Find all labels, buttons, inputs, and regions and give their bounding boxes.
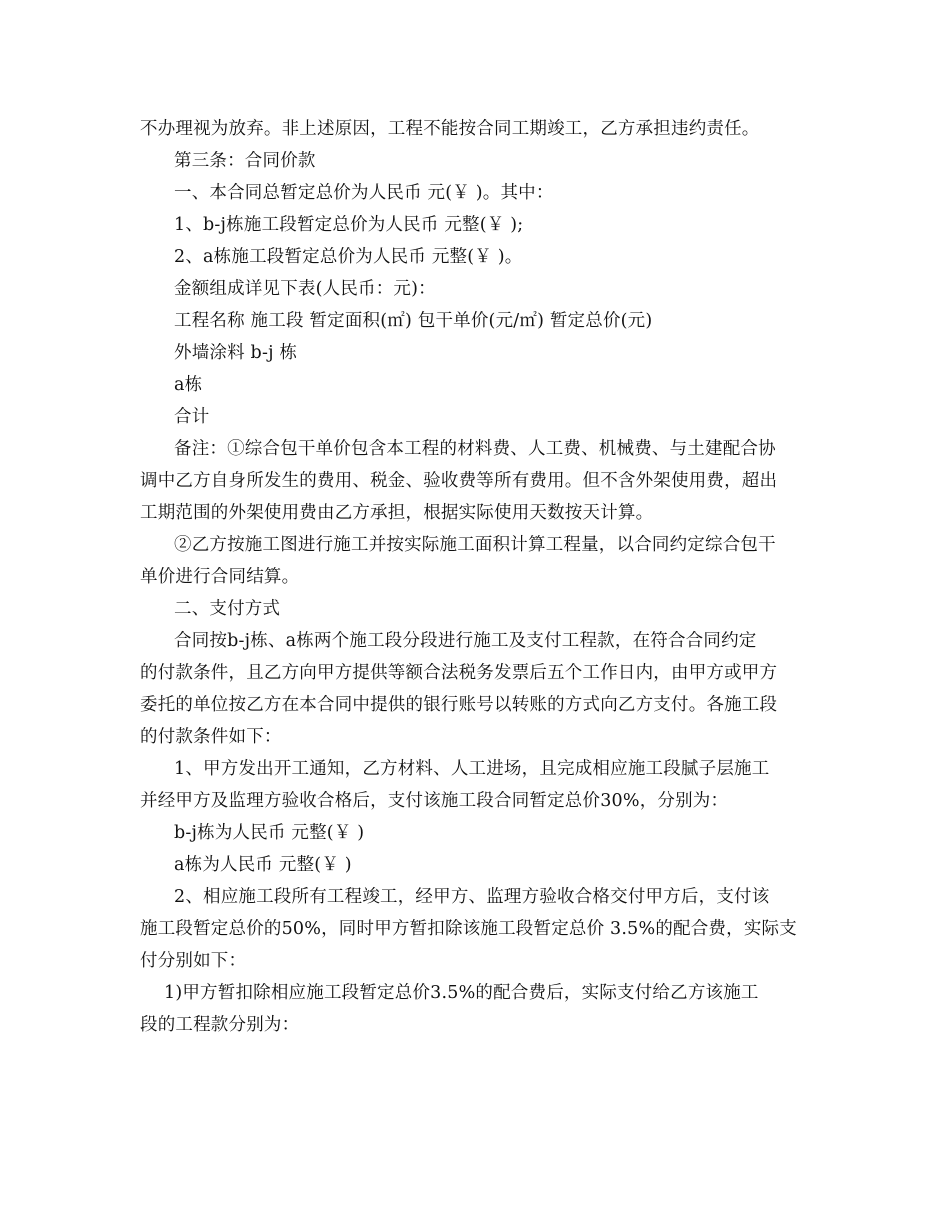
text-line: 一、本合同总暂定总价为人民币 元(￥ )。其中：	[174, 183, 554, 203]
note-line: ②乙方按施工图进行施工并按实际施工面积计算工程量，以合同约定综合包干	[174, 535, 776, 555]
text-line: 不办理视为放弃。非上述原因，工程不能按合同工期竣工，乙方承担违约责任。	[140, 119, 760, 139]
table-total-line: 合计	[174, 407, 210, 427]
table-row-line: a栋	[174, 375, 203, 395]
text-line: 施工段暂定总价的50%，同时甲方暂扣除该施工段暂定总价 3.5%的配合费，实际支	[140, 919, 797, 939]
text-line: 1、甲方发出开工通知，乙方材料、人工进场，且完成相应施工段腻子层施工	[174, 759, 770, 779]
text-line: 1、b-j栋施工段暂定总价为人民币 元整(￥ );	[174, 215, 524, 235]
text-line: 2、a栋施工段暂定总价为人民币 元整(￥ )。	[174, 247, 523, 267]
note-line: 工期范围的外架使用费由乙方承担，根据实际使用天数按天计算。	[140, 503, 654, 523]
table-row-line: 外墙涂料 b-j 栋	[174, 343, 298, 363]
text-line: 并经甲方及监理方验收合格后，支付该施工段合同暂定总价30%，分别为：	[140, 791, 729, 811]
text-line: 段的工程款分别为：	[140, 1015, 300, 1035]
text-line: 金额组成详见下表(人民币：元)：	[174, 279, 436, 299]
text-line: 付分别如下：	[140, 951, 247, 971]
text-line: 的付款条件如下：	[140, 727, 282, 747]
note-line: 调中乙方自身所发生的费用、税金、验收费等所有费用。但不含外架使用费，超出	[140, 471, 778, 491]
text-line: 的付款条件，且乙方向甲方提供等额合法税务发票后五个工作日内，由甲方或甲方	[140, 663, 778, 683]
text-line: b-j栋为人民币 元整(￥ )	[174, 823, 365, 843]
section-heading-article-3: 第三条：合同价款	[174, 151, 316, 171]
table-header-line: 工程名称 施工段 暂定面积(㎡) 包干单价(元/㎡) 暂定总价(元)	[174, 311, 653, 331]
text-line: 委托的单位按乙方在本合同中提供的银行账号以转账的方式向乙方支付。各施工段	[140, 695, 778, 715]
text-line: a栋为人民币 元整(￥ )	[174, 855, 352, 875]
document-body	[140, 113, 815, 1041]
section-heading-payment: 二、支付方式	[174, 599, 281, 619]
text-line: 2、相应施工段所有工程竣工，经甲方、监理方验收合格交付甲方后，支付该	[174, 887, 770, 907]
note-line: 单价进行合同结算。	[140, 567, 300, 587]
text-line: 合同按b-j栋、a栋两个施工段分段进行施工及支付工程款，在符合合同约定	[174, 631, 757, 651]
note-line: 备注：①综合包干单价包含本工程的材料费、人工费、机械费、与土建配合协	[174, 439, 776, 459]
text-line: 1)甲方暂扣除相应施工段暂定总价3.5%的配合费后，实际支付给乙方该施工	[164, 983, 759, 1003]
